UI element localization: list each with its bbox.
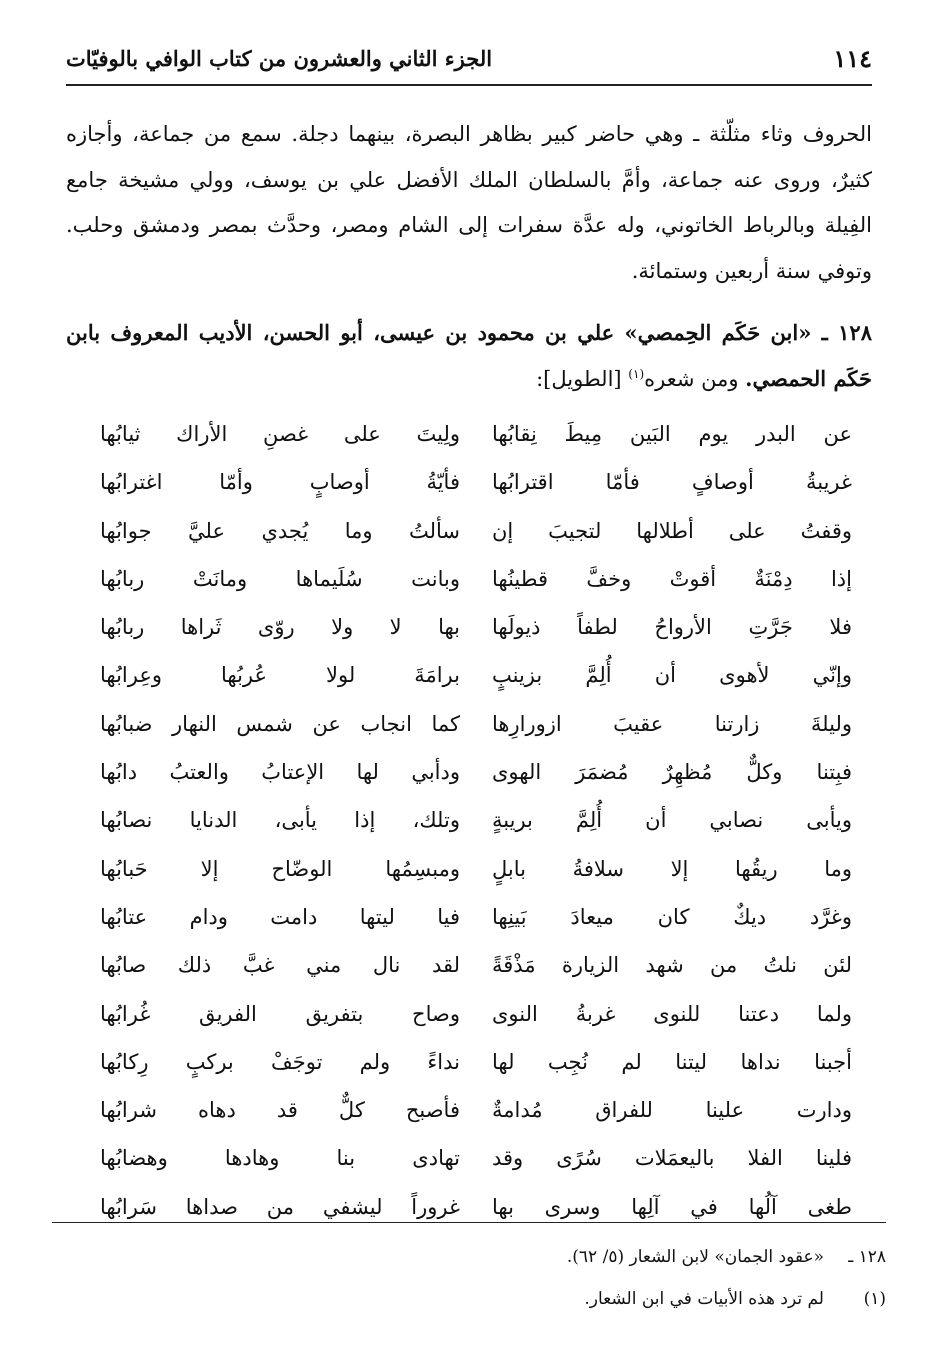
footnote-reference: (١)	[628, 367, 645, 381]
footnote-number: ١٢٨ ـ	[848, 1247, 886, 1267]
verse-first-hemistich: غريبةُ أوصافٍ فأمّا اقترابُها	[492, 470, 852, 495]
verse-first-hemistich: ويأبى نصابي أن أُلِمَّ بريبةٍ	[492, 808, 852, 833]
verse-second-hemistich: فأصبح كلٌّ قد دهاه شرابُها	[100, 1098, 460, 1123]
verse-second-hemistich: نداءً ولم توجَفْ بركبٍ رِكابُها	[100, 1049, 460, 1074]
verse-second-hemistich: برامَةَ لولا عُربُها وعِرابُها	[100, 663, 460, 688]
poem-verse	[100, 1086, 852, 1134]
verse-first-hemistich: لئن نلتُ من شهد الزيارة مَذْقَةً	[492, 953, 852, 978]
verse-second-hemistich: فيا ليتها دامت ودام عتابُها	[100, 904, 460, 929]
verse-second-hemistich: وبانت سُلَيماها ومانَتْ ربابُها	[100, 566, 460, 591]
verse-second-hemistich: كما انجاب عن شمس النهار ضبابُها	[100, 711, 460, 736]
poem-verse	[100, 1038, 852, 1086]
entry-paragraph	[66, 310, 872, 402]
verse-first-hemistich: طغى آلُها في آلِها وسرى بها	[492, 1194, 852, 1219]
verse-second-hemistich: وتلك، إذا يأبى، الدنايا نصابُها	[100, 808, 460, 833]
verse-second-hemistich: ودأبي لها الإعتابُ والعتبُ دابُها	[100, 760, 460, 785]
poem-verse	[100, 893, 852, 941]
verse-second-hemistich: سألتُ وما يُجدي عليَّ جوابُها	[100, 518, 460, 543]
footnote-text: «عقود الجمان» لابن الشعار (٥/ ٦٢).	[566, 1247, 824, 1267]
verse-first-hemistich: وليلةَ زارتنا عقيبَ ازورارِها	[492, 711, 852, 736]
poem-verse	[100, 845, 852, 893]
page-number: ١١٤	[833, 44, 872, 73]
footnote	[66, 1236, 886, 1278]
entry-intro: ومن شعره	[644, 367, 746, 391]
footnote-divider	[52, 1222, 886, 1223]
verse-first-hemistich: وما ريقُها إلا سلافةُ بابلٍ	[492, 856, 852, 881]
footnote-text: لم ترد هذه الأبيات في ابن الشعار.	[584, 1289, 824, 1309]
verse-second-hemistich: وصاح بتفريق الفريق غُرابُها	[100, 1001, 460, 1026]
verse-first-hemistich: وغرَّد ديكٌ كان ميعادَ بَينِها	[492, 904, 852, 929]
verse-second-hemistich: غروراً ليشفي من صداها سَرابُها	[100, 1194, 460, 1219]
poem-verse	[100, 990, 852, 1038]
poem-verse	[100, 458, 852, 506]
page-header	[66, 40, 872, 86]
poetic-meter: [الطويل]:	[536, 367, 629, 391]
verse-first-hemistich: إذا دِمْنَةٌ أقوتْ وخفَّ قطينُها	[492, 566, 852, 591]
verse-first-hemistich: عن البدر يوم البَين مِيطَ نِقابُها	[492, 422, 852, 446]
poem-verse	[100, 603, 852, 651]
verse-second-hemistich: ومبسِمُها الوضّاح إلا حَبابُها	[100, 856, 460, 881]
poem-verse	[100, 651, 852, 699]
prose-paragraph	[66, 112, 872, 294]
verse-second-hemistich: ولِيتَ على غصنِ الأراك ثيابُها	[100, 422, 460, 446]
footnote-number: (١)	[863, 1289, 886, 1309]
biography-entry	[66, 310, 872, 402]
verse-second-hemistich: فأيّةُ أوصابٍ وأمّا اغترابُها	[100, 470, 460, 495]
verse-first-hemistich: وإنّي لأهوى أن أُلِمَّ بزينبٍ	[492, 663, 852, 688]
poem-verse	[100, 941, 852, 989]
poem-verse	[100, 507, 852, 555]
footnote	[66, 1278, 886, 1320]
poem-verse	[100, 700, 852, 748]
verse-first-hemistich: فبِتنا وكلٌّ مُظهِرٌ مُضمَرَ الهوى	[492, 760, 852, 785]
verse-second-hemistich: تهادى بنا وهادها وهضابُها	[100, 1146, 460, 1171]
verse-first-hemistich: ولما دعتنا للنوى غربةُ النوى	[492, 1001, 852, 1026]
poem-verse	[100, 410, 852, 458]
verse-second-hemistich: لقد نال مني غبَّ ذلك صابُها	[100, 953, 460, 978]
verse-first-hemistich: فلا جَرَّتِ الأرواحُ لطفاً ذيولَها	[492, 615, 852, 640]
verse-first-hemistich: وقفتُ على أطلالها لتجيبَ إن	[492, 518, 852, 543]
verse-first-hemistich: أجبنا نداها ليتنا لم نُجِب لها	[492, 1049, 852, 1074]
entry-heading: ١٢٨ ـ «ابن حَكَم الحِمصي» علي بن محمود بن عيسى، أبو الحسن، الأديب المعروف بابن حَكَم الحمصي.	[66, 320, 872, 391]
running-title: الجزء الثاني والعشرون من كتاب الوافي بالوفيّات	[66, 46, 493, 71]
poem-verse	[100, 1134, 852, 1182]
poem	[100, 410, 852, 1231]
poem-verse	[100, 555, 852, 603]
verse-first-hemistich: ودارت علينا للفراق مُدامةٌ	[492, 1098, 852, 1123]
verse-first-hemistich: فلينا الفلا باليعمَلات سُرًى وقد	[492, 1146, 852, 1171]
poem-verse	[100, 1183, 852, 1231]
poem-verse	[100, 748, 852, 796]
poem-verse	[100, 796, 852, 844]
verse-second-hemistich: بها لا ولا روّى ثَراها ربابُها	[100, 615, 460, 640]
prose-text: الحروف وثاء مثلّثة ـ وهي حاضر كبير بظاهر البصرة، بينهما دجلة. سمع من جماعة، وأجازه كثيرٌ، وروى عنه جماعة، وأمَّ بالسلطان الملك الأفضل علي بن يوسف، وولي مشيخة جامع الفِيلة وبالرباط الخاتوني، وله عدَّة سفرات إلى الشام ومصر، وحدَّث بمصر ودمشق وحلب. وتوفي سنة أربعين وستمائة.	[66, 122, 872, 283]
footnotes	[66, 1236, 886, 1320]
